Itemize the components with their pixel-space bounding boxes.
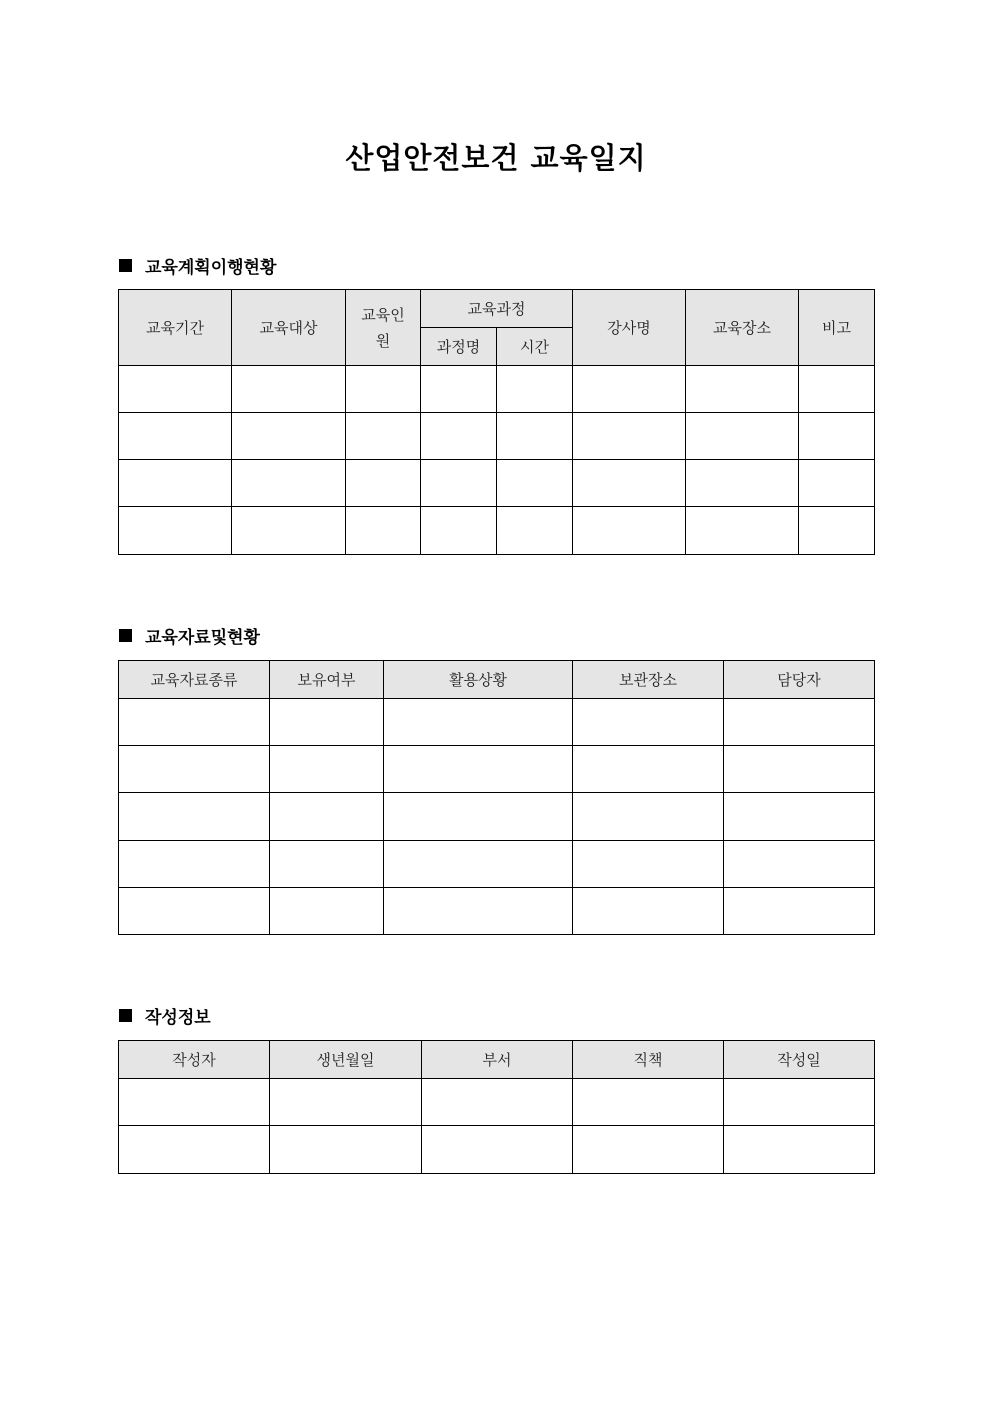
cell-course-name[interactable] bbox=[421, 460, 497, 507]
header-author: 작성자 bbox=[119, 1041, 270, 1079]
cell-manager[interactable] bbox=[724, 746, 875, 793]
header-usage: 활용상황 bbox=[384, 661, 573, 699]
header-target: 교육대상 bbox=[232, 290, 346, 366]
cell-material-type[interactable] bbox=[119, 888, 270, 935]
cell-target[interactable] bbox=[232, 366, 346, 413]
header-period: 교육기간 bbox=[119, 290, 232, 366]
header-location: 교육장소 bbox=[686, 290, 799, 366]
section-heading-education-materials bbox=[119, 623, 260, 647]
table-row bbox=[119, 841, 875, 888]
cell-department[interactable] bbox=[422, 1079, 573, 1126]
cell-manager[interactable] bbox=[724, 793, 875, 841]
cell-course-name[interactable] bbox=[421, 413, 497, 460]
cell-period[interactable] bbox=[119, 507, 232, 555]
cell-owned[interactable] bbox=[270, 746, 384, 793]
section-heading-education-plan bbox=[119, 253, 276, 277]
cell-author[interactable] bbox=[119, 1126, 270, 1174]
table-row bbox=[119, 1079, 875, 1126]
section-heading-label: 교육자료및현황 bbox=[145, 627, 260, 648]
author-info-table bbox=[118, 1040, 875, 1174]
header-headcount bbox=[346, 290, 421, 366]
cell-course-time[interactable] bbox=[497, 507, 573, 555]
cell-material-type[interactable] bbox=[119, 841, 270, 888]
cell-location[interactable] bbox=[686, 413, 799, 460]
header-headcount-line2: 원 bbox=[375, 331, 391, 350]
header-instructor: 강사명 bbox=[573, 290, 686, 366]
cell-headcount[interactable] bbox=[346, 413, 421, 460]
cell-course-name[interactable] bbox=[421, 507, 497, 555]
cell-owned[interactable] bbox=[270, 888, 384, 935]
cell-manager[interactable] bbox=[724, 841, 875, 888]
cell-period[interactable] bbox=[119, 366, 232, 413]
header-owned: 보유여부 bbox=[270, 661, 384, 699]
header-remarks: 비고 bbox=[799, 290, 875, 366]
cell-owned[interactable] bbox=[270, 841, 384, 888]
cell-manager[interactable] bbox=[724, 699, 875, 746]
cell-remarks[interactable] bbox=[799, 413, 875, 460]
header-course-time: 시간 bbox=[497, 328, 573, 366]
table-row bbox=[119, 1126, 875, 1174]
header-manager: 담당자 bbox=[724, 661, 875, 699]
cell-headcount[interactable] bbox=[346, 366, 421, 413]
header-date-written: 작성일 bbox=[724, 1041, 875, 1079]
cell-remarks[interactable] bbox=[799, 460, 875, 507]
cell-period[interactable] bbox=[119, 460, 232, 507]
cell-course-time[interactable] bbox=[497, 460, 573, 507]
header-headcount-line1: 교육인 bbox=[361, 305, 405, 324]
header-course-name: 과정명 bbox=[421, 328, 497, 366]
cell-location[interactable] bbox=[686, 460, 799, 507]
cell-usage[interactable] bbox=[384, 746, 573, 793]
header-storage: 보관장소 bbox=[573, 661, 724, 699]
table-row bbox=[119, 507, 875, 555]
cell-course-time[interactable] bbox=[497, 413, 573, 460]
cell-material-type[interactable] bbox=[119, 793, 270, 841]
document-title: 산업안전보건 교육일지 bbox=[345, 141, 647, 175]
table-row bbox=[119, 888, 875, 935]
cell-headcount[interactable] bbox=[346, 460, 421, 507]
square-bullet-icon bbox=[119, 1009, 132, 1022]
cell-birthdate[interactable] bbox=[270, 1079, 422, 1126]
square-bullet-icon bbox=[119, 629, 132, 642]
square-bullet-icon bbox=[119, 259, 132, 272]
cell-course-time[interactable] bbox=[497, 366, 573, 413]
header-material-type: 교육자료종류 bbox=[119, 661, 270, 699]
cell-usage[interactable] bbox=[384, 888, 573, 935]
section-heading-label: 작성정보 bbox=[145, 1007, 211, 1028]
cell-storage[interactable] bbox=[573, 699, 724, 746]
table-row bbox=[119, 366, 875, 413]
cell-period[interactable] bbox=[119, 413, 232, 460]
cell-instructor[interactable] bbox=[573, 507, 686, 555]
cell-position[interactable] bbox=[573, 1126, 724, 1174]
education-plan-table bbox=[118, 289, 875, 555]
header-birthdate: 생년월일 bbox=[270, 1041, 422, 1079]
table-row bbox=[119, 746, 875, 793]
cell-usage[interactable] bbox=[384, 841, 573, 888]
cell-remarks[interactable] bbox=[799, 366, 875, 413]
cell-remarks[interactable] bbox=[799, 507, 875, 555]
cell-material-type[interactable] bbox=[119, 699, 270, 746]
cell-storage[interactable] bbox=[573, 888, 724, 935]
cell-storage[interactable] bbox=[573, 793, 724, 841]
cell-owned[interactable] bbox=[270, 699, 384, 746]
cell-storage[interactable] bbox=[573, 746, 724, 793]
cell-target[interactable] bbox=[232, 460, 346, 507]
table-row bbox=[119, 793, 875, 841]
cell-location[interactable] bbox=[686, 366, 799, 413]
cell-instructor[interactable] bbox=[573, 460, 686, 507]
cell-usage[interactable] bbox=[384, 699, 573, 746]
section-heading-author-info bbox=[119, 1003, 211, 1027]
cell-date-written[interactable] bbox=[724, 1126, 875, 1174]
cell-department[interactable] bbox=[422, 1126, 573, 1174]
table-row bbox=[119, 699, 875, 746]
cell-material-type[interactable] bbox=[119, 746, 270, 793]
header-department: 부서 bbox=[422, 1041, 573, 1079]
cell-instructor[interactable] bbox=[573, 413, 686, 460]
header-course: 교육과정 bbox=[421, 290, 573, 328]
education-materials-table bbox=[118, 660, 875, 935]
cell-location[interactable] bbox=[686, 507, 799, 555]
cell-date-written[interactable] bbox=[724, 1079, 875, 1126]
cell-usage[interactable] bbox=[384, 793, 573, 841]
header-position: 직책 bbox=[573, 1041, 724, 1079]
cell-author[interactable] bbox=[119, 1079, 270, 1126]
cell-manager[interactable] bbox=[724, 888, 875, 935]
section-heading-label: 교육계획이행현황 bbox=[145, 257, 277, 278]
cell-birthdate[interactable] bbox=[270, 1126, 422, 1174]
table-row bbox=[119, 413, 875, 460]
cell-position[interactable] bbox=[573, 1079, 724, 1126]
cell-storage[interactable] bbox=[573, 841, 724, 888]
cell-target[interactable] bbox=[232, 507, 346, 555]
table-row bbox=[119, 460, 875, 507]
cell-owned[interactable] bbox=[270, 793, 384, 841]
cell-headcount[interactable] bbox=[346, 507, 421, 555]
cell-target[interactable] bbox=[232, 413, 346, 460]
cell-instructor[interactable] bbox=[573, 366, 686, 413]
cell-course-name[interactable] bbox=[421, 366, 497, 413]
